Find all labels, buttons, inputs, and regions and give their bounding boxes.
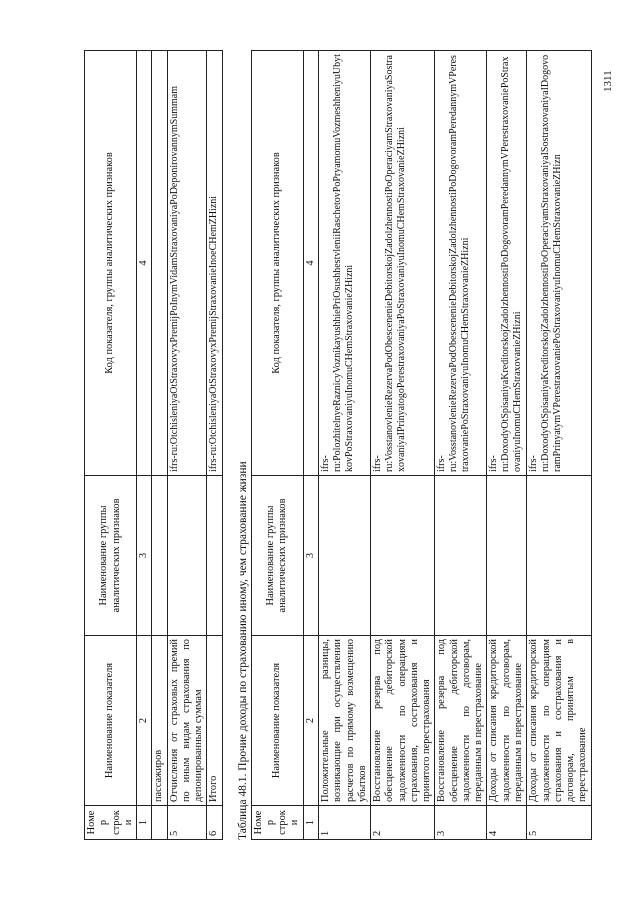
header-code: Код показателя, группы аналитических признаков (85, 51, 137, 476)
table-48-1 (251, 50, 592, 840)
row-indicator-name: пассажиров (152, 636, 167, 806)
table-column-numbers (137, 51, 152, 840)
row-code: ifrs-ru:PolozhitelnyeRaznicyVoznikayushhiePriOsushhestvleniiRaschetovPoPryamomuVozmeshheniyuUbytkovPoStraxovaniyuInomuCHemStraxovanieZHizni (318, 51, 370, 476)
table-row (527, 51, 591, 840)
row-group-name (167, 476, 207, 636)
table-continued (84, 50, 223, 840)
row-number: 5 (167, 806, 207, 840)
row-group-name (527, 476, 591, 636)
table-header-row (85, 51, 137, 840)
row-code: ifrs-ru:OtchisleniyaOtStraxovyxPremijStraxovanieInoeCHemZHizni (207, 51, 222, 476)
row-number: 1 (318, 806, 370, 840)
row-indicator-name: Восстановление резерва под обесценение дебиторской задолженности по договорам, переданным в перестрахование (435, 636, 487, 806)
col-number: 1 (303, 806, 318, 840)
row-code: ifrs-ru:VosstanovlenieRezervaPodObesceneniеDebitorskojZadolzhennostiPoOperaciyamStraxovaniyaSostraxovaniyaIPrinyatogoPerestraxovaniyaPoStraxovaniyuInomuCHemStraxovanieZHizni (371, 51, 435, 476)
header-row-number: Номер строки (85, 806, 137, 840)
header-code: Код показателя, группы аналитических признаков (251, 51, 303, 476)
rotated-content (80, 50, 610, 840)
row-group-name (487, 476, 527, 636)
table-row (435, 51, 487, 840)
header-group-name: Наименование группы аналитических признаков (85, 476, 137, 636)
header-row-number: Номер строки (251, 806, 303, 840)
col-number: 3 (137, 476, 152, 636)
col-number: 4 (303, 51, 318, 476)
row-number (152, 806, 167, 840)
row-number: 5 (527, 806, 591, 840)
col-number: 1 (137, 806, 152, 840)
row-indicator-name: Отчисления от страховых премий по иным видам страхования по депонированным суммам (167, 636, 207, 806)
table-column-numbers (303, 51, 318, 840)
header-group-name: Наименование группы аналитических признаков (251, 476, 303, 636)
header-indicator-name: Наименование показателя (85, 636, 137, 806)
row-group-name (435, 476, 487, 636)
row-indicator-name: Положительные разницы, возникающие при осуществлении расчетов по прямому возмещению убытков (318, 636, 370, 806)
table-row (371, 51, 435, 840)
row-indicator-name: Итого (207, 636, 222, 806)
row-number: 2 (371, 806, 435, 840)
row-group-name (207, 476, 222, 636)
col-number: 2 (137, 636, 152, 806)
table-row (152, 51, 167, 840)
row-group-name (152, 476, 167, 636)
table-row (318, 51, 370, 840)
table-row (207, 51, 222, 840)
page-number: 1311 (602, 70, 614, 92)
row-group-name (318, 476, 370, 636)
table-caption: Таблица 48.1. Прочие доходы по страхованию иному, чем страхование жизни (236, 461, 249, 840)
col-number: 3 (303, 476, 318, 636)
col-number: 2 (303, 636, 318, 806)
row-number: 4 (487, 806, 527, 840)
table-row (167, 51, 207, 840)
row-group-name (371, 476, 435, 636)
row-indicator-name: Доходы от списания кредиторской задолженности по операциям страхования и сострахования и договорам, принятым в перестрахование (527, 636, 591, 806)
row-number: 3 (435, 806, 487, 840)
header-indicator-name: Наименование показателя (251, 636, 303, 806)
row-indicator-name: Восстановление резерва под обесценение дебиторской задолженности по операциям страхования, сострахования и принятого перестрахования (371, 636, 435, 806)
row-code: ifrs-ru:VosstanovlenieRezervaPodObesceneniеDebitorskojZadolzhennostiPoDogovoramPeredannymVPerestraxovaniePoStraxovaniyuInomuCHemStraxovanieZHizni (435, 51, 487, 476)
row-code: ifrs-ru:OtchisleniyaOtStraxovyxPremijPoInymVidamStraxovaniyaPoDeponirovannymSummam (167, 51, 207, 476)
row-code: ifrs-ru:DoxodyOtSpisaniyaKreditorskojZadolzhennostiPoDogovoramPeredannymVPerestraxovaniePoStraxovaniyuInomuCHemStraxovanieZHizni (487, 51, 527, 476)
table-header-row (251, 51, 303, 840)
row-number: 6 (207, 806, 222, 840)
col-number: 4 (137, 51, 152, 476)
table-row (487, 51, 527, 840)
row-indicator-name: Доходы от списания кредиторской задолженности по договорам, переданным в перестрахование (487, 636, 527, 806)
row-code: ifrs-ru:DoxodyOtSpisaniyaKreditorskojZadolzhennostiPoOperaciyamStraxovaniyaISostraxovaniyaIDogovoramPrinyatymVPerestraxovaniePoStraxovaniyuInomuCHemStraxovanieZHizn (527, 51, 591, 476)
row-code (152, 51, 167, 476)
